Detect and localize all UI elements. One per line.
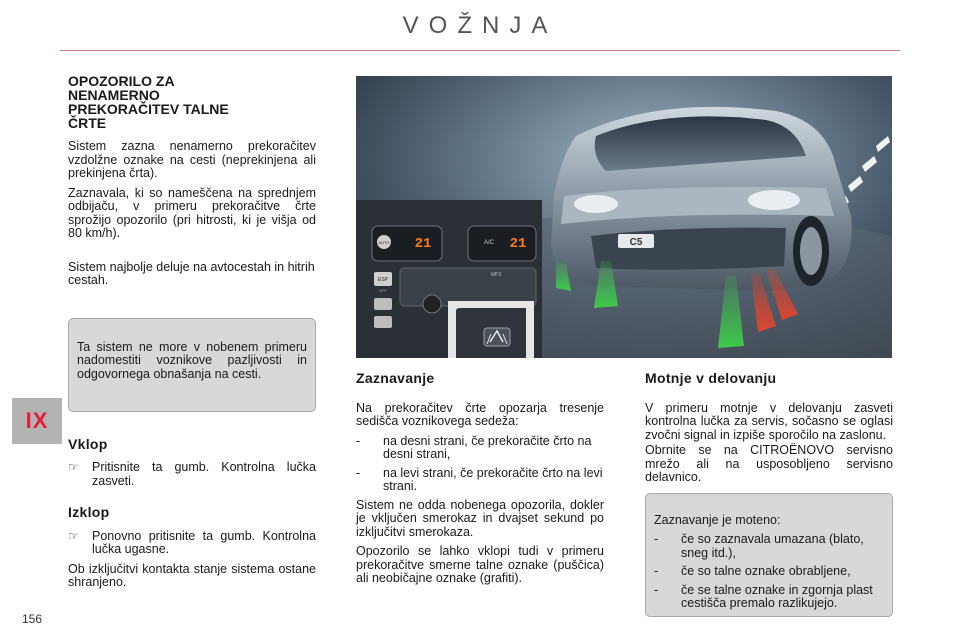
motnje-column (645, 372, 893, 617)
notice-text: Ta sistem ne more v nobenem primeru nadomestiti voznikove pazljivosti in odgovornega obnašanja na cesti. (77, 339, 307, 381)
car-illustration (551, 107, 852, 291)
chapter-tab: IX (12, 398, 62, 444)
list-item: - na desni strani, če prekoračite črto na desni strani, (356, 433, 592, 461)
system-illustration (356, 76, 892, 358)
car-badge: C5 (629, 237, 643, 248)
page-header (0, 0, 960, 50)
svg-text:ESP: ESP (377, 277, 389, 283)
vklop-text: Pritisnite ta gumb. Kontrolna lučka zasveti. (92, 460, 316, 488)
hand-pointer-icon: ☞ (68, 460, 79, 474)
detection-disturbed-box (645, 493, 893, 617)
svg-text:AUTO: AUTO (378, 240, 390, 245)
svg-text:OFF: OFF (379, 288, 387, 293)
page-number: 156 (22, 612, 43, 626)
izklop-text: Ponovno pritisnite ta gumb. Kontrolna lučka ugasne. (92, 528, 316, 556)
temperature-display: 21 (414, 236, 432, 252)
svg-text:A/C: A/C (483, 240, 495, 246)
list-item: - če se talne oznake in zgornja plast cestišča premalo razlikujejo. (654, 582, 873, 610)
izklop-note: Ob izključitvi kontakta stanje sistema ostane shranjeno. (68, 561, 316, 589)
list-item: - če so talne oznake obrabljene, (654, 564, 851, 578)
motnje-paragraph: V primeru motnje v delovanju zasveti kontrolna lučka za servis, sočasno se oglasi zvočni signal in izpiše sporočilo na zaslonu. (645, 400, 893, 442)
page-title: VOŽNJA (402, 12, 558, 39)
hand-pointer-icon: ☞ (68, 528, 79, 543)
intro-paragraph: Zaznavala, ki so nameščena na sprednjem odbijaču, v primeru prekoračitve črte sprožijo opozorilo (pri hitrosti, ki je višja od 80 km/h). (68, 185, 316, 240)
list-item: - na levi strani, če prekoračite črto na levi strani. (356, 465, 603, 493)
intro-paragraph: Sistem zazna nenamerno prekoračitev vzdolžne oznake na cesti (neprekinjena ali prekinjena črta). (68, 139, 316, 180)
box-title: Zaznavanje je moteno: (654, 512, 781, 527)
zaznavanje-column (356, 372, 604, 592)
motnje-paragraph: Obrnite se na CITROËNOVO servisno mrežo ali na usposobljeno servisno delavnico. (645, 443, 893, 484)
svg-text:MP3: MP3 (490, 272, 502, 278)
motnje-title: Motnje v delovanju (645, 370, 777, 386)
intro-paragraph: Sistem najbolje deluje na avtocestah in hitrih cestah. (68, 259, 315, 287)
list-item: - če so zaznavala umazana (blato, sneg itd.), (654, 532, 864, 560)
izklop-title: Izklop (68, 504, 110, 520)
section-main-title: OPOZORILO ZA NENAMERNO PREKORAČITEV TALNE ČRTE (68, 73, 229, 131)
izklop-item (68, 530, 316, 557)
intro-column (68, 74, 316, 596)
zaznavanje-paragraph: Sistem ne odda nobenega opozorila, dokler je vključen smerokaz in dvajset sekund po izključitvi smerokaza. (356, 497, 604, 539)
notice-box (68, 318, 316, 412)
zaznavanje-title: Zaznavanje (356, 370, 435, 386)
zaznavanje-paragraph: Opozorilo se lahko vklopi tudi v primeru prekoračitve smerne talne oznake (puščica) ali neobičajne oznake (grafiti). (356, 544, 604, 585)
lane-departure-button (448, 301, 534, 358)
temperature-display: 21 (509, 236, 527, 252)
car-and-dashboard-illustration (356, 76, 892, 358)
vklop-title: Vklop (68, 435, 108, 452)
zaznavanje-intro: Na prekoračitev črte opozarja tresenje sedišča voznikovega sedeža: (356, 400, 604, 428)
vklop-item (68, 461, 316, 488)
header-divider (60, 50, 900, 51)
